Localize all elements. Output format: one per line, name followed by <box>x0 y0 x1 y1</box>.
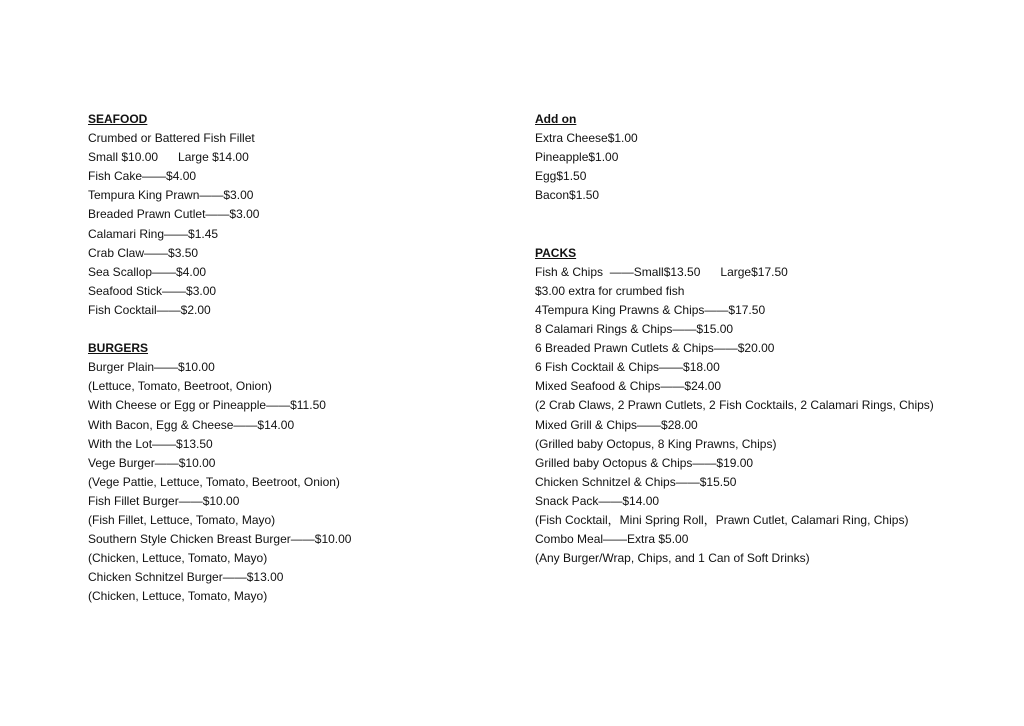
burger-item: (Fish Fillet, Lettuce, Tomato, Mayo) <box>88 512 276 527</box>
seafood-item: Breaded Prawn Cutlet——$3.00 <box>88 207 260 222</box>
burger-item: Southern Style Chicken Breast Burger——$10.00 <box>88 532 352 547</box>
pack-item: $3.00 extra for crumbed fish <box>535 283 685 298</box>
burger-item: Chicken Schnitzel Burger——$13.00 <box>88 570 284 585</box>
pack-item: 8 Calamari Rings & Chips——$15.00 <box>535 322 734 337</box>
pack-item: 6 Breaded Prawn Cutlets & Chips——$20.00 <box>535 341 775 356</box>
seafood-item: Fish Cake——$4.00 <box>88 169 197 184</box>
pack-item: Mixed Seafood & Chips——$24.00 <box>535 379 722 394</box>
packs-heading: PACKS <box>535 245 577 260</box>
seafood-item: Small $10.00 Large $14.00 <box>88 150 249 165</box>
burger-item: Vege Burger——$10.00 <box>88 455 216 470</box>
pack-item: (2 Crab Claws, 2 Prawn Cutlets, 2 Fish Cocktails, 2 Calamari Rings, Chips) <box>535 398 934 413</box>
addon-item: Bacon$1.50 <box>535 188 600 203</box>
addon-item: Pineapple$1.00 <box>535 150 619 165</box>
pack-item: Mixed Grill & Chips——$28.00 <box>535 417 698 432</box>
left-column <box>88 110 508 606</box>
pack-item: (Any Burger/Wrap, Chips, and 1 Can of Soft Drinks) <box>535 551 810 566</box>
burger-item: With the Lot——$13.50 <box>88 436 213 451</box>
burger-item: (Lettuce, Tomato, Beetroot, Onion) <box>88 379 272 394</box>
pack-item: (Fish Cocktail，Mini Spring Roll，Prawn Cutlet, Calamari Ring, Chips) <box>535 512 909 527</box>
pack-item: Combo Meal——Extra $5.00 <box>535 532 689 547</box>
pack-item: 4Tempura King Prawns & Chips——$17.50 <box>535 302 766 317</box>
seafood-item: Calamari Ring——$1.45 <box>88 226 219 241</box>
section-spacer <box>88 320 508 339</box>
seafood-item: Tempura King Prawn——$3.00 <box>88 188 254 203</box>
addon-item: Egg$1.50 <box>535 169 587 184</box>
pack-item: Fish & Chips ——Small$13.50 Large$17.50 <box>535 264 788 279</box>
addon-heading: Add on <box>535 112 577 126</box>
seafood-item: Crab Claw——$3.50 <box>88 245 199 260</box>
seafood-item: Sea Scallop——$4.00 <box>88 264 207 279</box>
pack-item: Grilled baby Octopus & Chips——$19.00 <box>535 455 754 470</box>
burger-item: With Cheese or Egg or Pineapple——$11.50 <box>88 398 326 413</box>
seafood-item: Seafood Stick——$3.00 <box>88 283 217 298</box>
section-spacer <box>535 225 985 244</box>
right-column <box>535 110 985 568</box>
seafood-item: Fish Cocktail——$2.00 <box>88 302 211 317</box>
burger-item: With Bacon, Egg & Cheese——$14.00 <box>88 417 295 432</box>
seafood-item: Crumbed or Battered Fish Fillet <box>88 131 255 146</box>
pack-item: Chicken Schnitzel & Chips——$15.50 <box>535 474 737 489</box>
burgers-heading: BURGERS <box>88 341 149 356</box>
pack-item: Snack Pack——$14.00 <box>535 493 660 508</box>
burger-item: (Chicken, Lettuce, Tomato, Mayo) <box>88 551 268 566</box>
burger-item: Burger Plain——$10.00 <box>88 360 215 375</box>
addon-item: Extra Cheese$1.00 <box>535 131 638 146</box>
section-spacer <box>535 205 985 224</box>
pack-item: (Grilled baby Octopus, 8 King Prawns, Chips) <box>535 436 777 451</box>
pack-item: 6 Fish Cocktail & Chips——$18.00 <box>535 360 720 375</box>
seafood-heading: SEAFOOD <box>88 112 148 126</box>
burger-item: (Chicken, Lettuce, Tomato, Mayo) <box>88 589 268 604</box>
burger-item: (Vege Pattie, Lettuce, Tomato, Beetroot, Onion) <box>88 474 340 489</box>
burger-item: Fish Fillet Burger——$10.00 <box>88 493 240 508</box>
